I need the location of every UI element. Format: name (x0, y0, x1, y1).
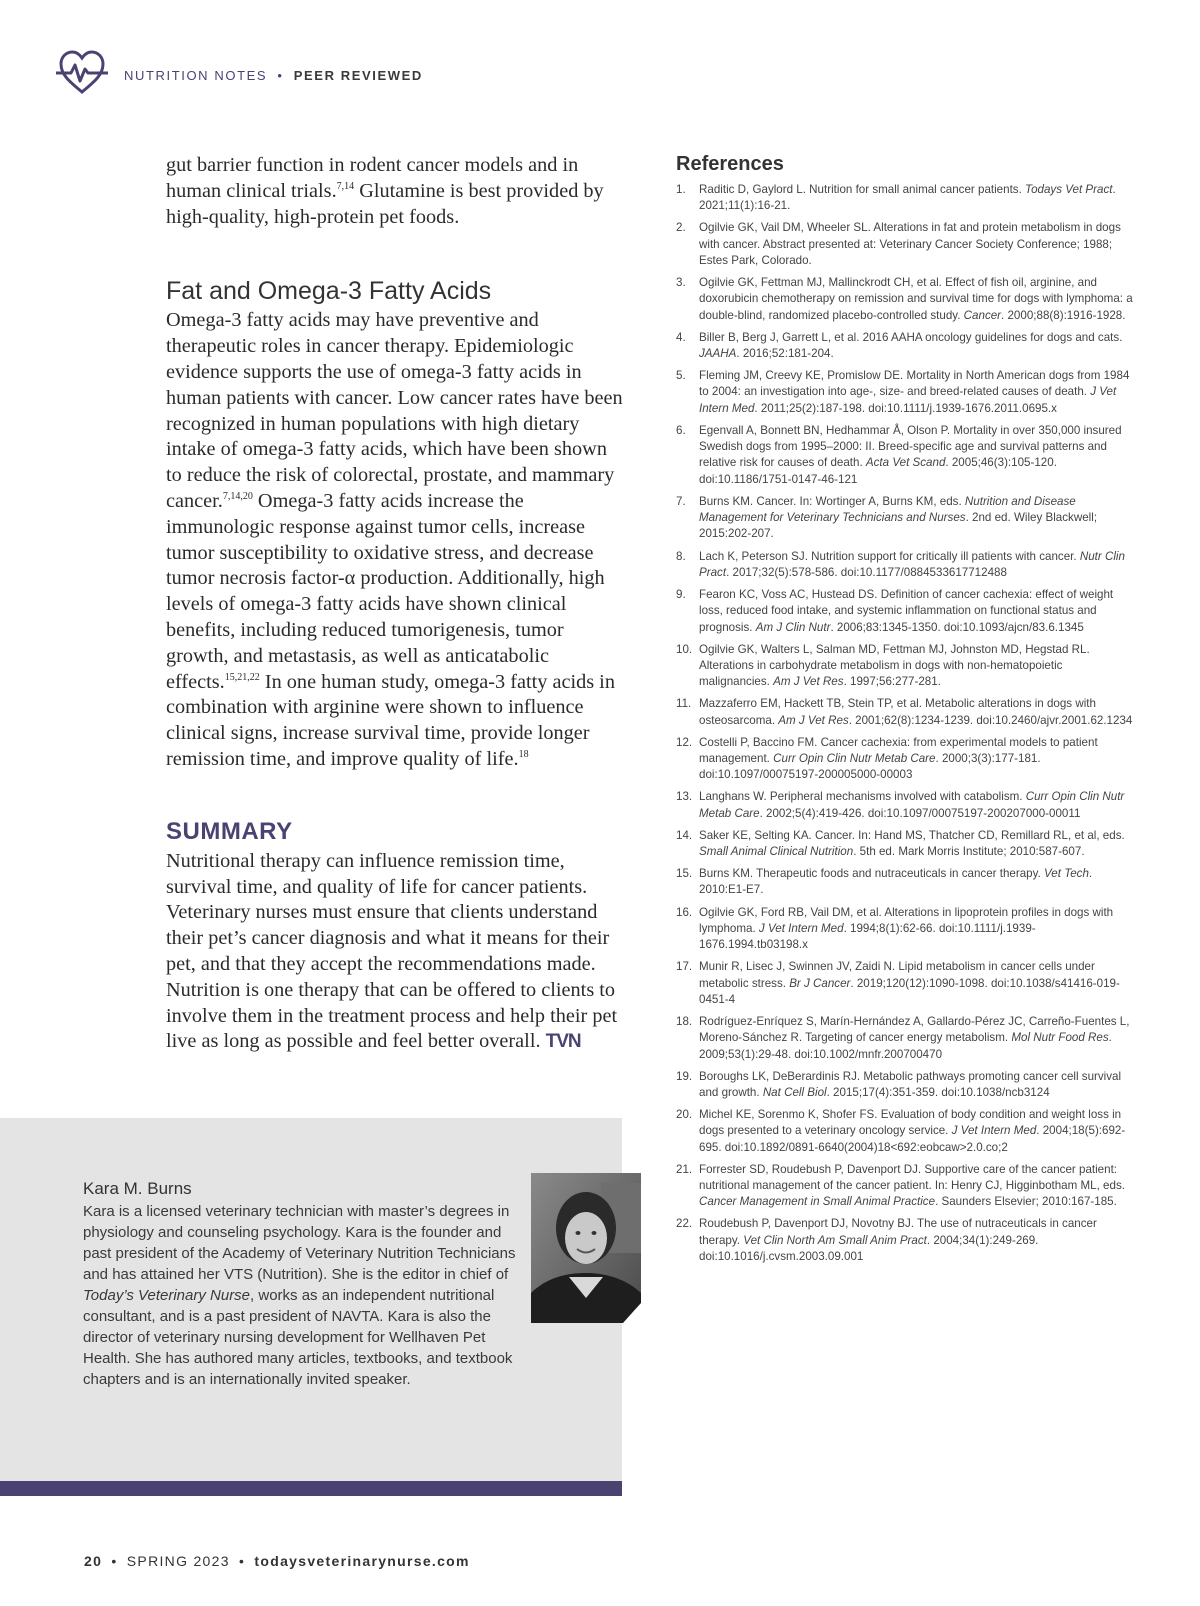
reference-journal: Nat Cell Biol (762, 1085, 827, 1099)
reference-item (676, 642, 1136, 691)
reference-number: 20. (676, 1107, 693, 1121)
reference-journal: J Vet Intern Med (699, 385, 1117, 415)
reference-text: Saker KE, Selting KA. Cancer. In: Hand MS, Thatcher CD, Remillard RL, et al, eds. (699, 828, 1125, 842)
reference-journal: Cancer (963, 308, 1002, 322)
reference-journal: Am J Clin Nutr (755, 620, 831, 634)
citation-sup: 7,14 (336, 181, 355, 193)
page-number: 20 (84, 1553, 103, 1569)
reference-number: 11. (676, 697, 692, 711)
reference-item (676, 330, 1136, 363)
reference-item (676, 549, 1136, 582)
reference-text: Fearon KC, Voss AC, Hustead DS. Definition of cancer cachexia: effect of weight loss, reduced food intake, and systemic inflammation on functional status and prognosis. (699, 587, 1114, 634)
fat-omega-heading: Fat and Omega-3 Fatty Acids (166, 277, 492, 306)
reference-text: . 2015;17(4):351-359. doi:10.1038/ncb3124 (826, 1085, 1050, 1099)
website-link[interactable]: todaysveterinarynurse.com (254, 1553, 470, 1569)
bio-text-1: Kara is a licensed veterinary technician with master’s degrees in physiology and counseling psychology. Kara is the founder and past president of the Academy of Veterinary Nutrition Technicians and has attained her VTS (Nutrition). She is the editor in chief of (83, 1203, 516, 1283)
reference-text: . 2010:E1-E7. (699, 867, 1093, 897)
reference-text: Lach K, Peterson SJ. Nutrition support for critically ill patients with cancer. (699, 549, 1080, 563)
reference-text: . 2002;5(4):419-426. doi:10.1097/00075197-200207000-00011 (759, 806, 1081, 820)
bio-accent-bar (0, 1481, 622, 1496)
reference-journal: Mol Nutr Food Res (1011, 1031, 1109, 1045)
reference-text: Ogilvie GK, Vail DM, Wheeler SL. Alterations in fat and protein metabolism in dogs with cancer. Abstract presented at: Veterinary Cancer Society Conference; 1988; Estes Park, Colorado. (699, 221, 1121, 267)
author-bio-text (83, 1201, 519, 1390)
reference-journal: Small Animal Clinical Nutrition (699, 845, 854, 859)
reference-item (676, 1107, 1136, 1156)
reference-text: Langhans W. Peripheral mechanisms involved with catabolism. (699, 790, 1026, 804)
reference-text: . 2019;120(12):1090-1098. doi:10.1038/s41416-019-0451-4 (699, 976, 1120, 1006)
reference-text: . 2004;18(5):692-695. doi:10.1892/0891-6640(2004)18<692:eobcaw>2.0.co;2 (699, 1124, 1126, 1154)
reference-text: . 2001;62(8):1234-1239. doi:10.2460/ajvr.2001.62.1234 (848, 713, 1133, 727)
reference-journal: Vet Clin North Am Small Anim Pract (743, 1233, 927, 1247)
reference-item (676, 368, 1136, 417)
footer-separator: • (111, 1553, 118, 1569)
reference-number: 6. (676, 423, 686, 437)
intro-text-2: Glutamine is best provided by high-quality, high-protein pet foods. (166, 179, 604, 228)
references-heading: References (676, 153, 784, 175)
summary-text: Nutritional therapy can influence remission time, survival time, and quality of life for cancer patients. Veterinary nurses must ensure that clients understand their pet’s cancer diagnosis and what it means for their pet, and that they accept the recommendations made. Nutrition is one therapy that can be offered to clients to involve them in the treatment process and help their pet live as long as possible and feel better overall. (166, 849, 618, 1053)
reference-item (676, 494, 1136, 543)
reference-number: 9. (676, 587, 686, 601)
reference-number: 2. (676, 221, 686, 235)
reference-text: . 1997;56:277-281. (843, 675, 941, 689)
reference-journal: Todays Vet Pract (1025, 183, 1113, 196)
author-name: Kara M. Burns (83, 1179, 192, 1198)
reference-item (676, 959, 1136, 1008)
reference-number: 4. (676, 330, 686, 344)
page-header (56, 48, 656, 100)
peer-reviewed-tag: PEER REVIEWED (293, 68, 423, 83)
reference-text: Raditic D, Gaylord L. Nutrition for small animal cancer patients. (699, 183, 1026, 196)
summary-heading: SUMMARY (166, 817, 293, 845)
fat-text-1: Omega-3 fatty acids may have preventive and therapeutic roles in cancer therapy. Epidemiologic evidence supports the use of omega-3 fatty acids in human patients with cancer. Low cancer rates have been recognized in human populations with high dietary intake of omega-3 fatty acids, which have been shown to reduce the risk of colorectal, prostate, and mammary cancer. (166, 309, 623, 512)
author-photo (531, 1173, 641, 1323)
header-separator: • (277, 68, 284, 83)
reference-text: Ogilvie GK, Walters L, Salman MD, Fettman MJ, Johnston MD, Hegstad RL. Alterations in carbohydrate metabolism in dogs with non-hematopoietic malignancies. (699, 642, 1090, 689)
reference-text: . 2021;11(1):16-21. (699, 183, 1116, 213)
reference-number: 16. (676, 905, 693, 919)
reference-text: Burns KM. Cancer. In: Wortinger A, Burns KM, eds. (699, 494, 965, 508)
reference-journal: J Vet Intern Med (758, 921, 844, 935)
reference-item (676, 1014, 1136, 1063)
issue-label: SPRING 2023 (126, 1553, 230, 1569)
reference-number: 18. (676, 1014, 693, 1028)
bio-publication: Today’s Veterinary Nurse (83, 1287, 251, 1304)
reference-number: 7. (676, 494, 686, 508)
reference-text: . Saunders Elsevier; 2010:167-185. (935, 1195, 1117, 1209)
reference-text: . 2nd ed. Wiley Blackwell; 2015:202-207. (699, 511, 1098, 541)
reference-text: Ogilvie GK, Ford RB, Vail DM, et al. Alterations in lipoprotein profiles in dogs with lymphoma. (699, 905, 1114, 935)
reference-journal: J Vet Intern Med (951, 1124, 1037, 1138)
reference-number: 1. (676, 183, 686, 196)
reference-item (676, 905, 1136, 954)
heart-pulse-icon (56, 48, 108, 96)
reference-number: 8. (676, 549, 686, 563)
summary-paragraph (166, 849, 626, 1055)
reference-text: . 2000;88(8):1916-1928. (1001, 308, 1126, 322)
reference-number: 21. (676, 1162, 693, 1176)
reference-number: 5. (676, 369, 686, 383)
reference-journal: Curr Opin Clin Nutr Metab Care (699, 790, 1125, 820)
reference-text: Rodríguez-Enríquez S, Marín-Hernández A, Gallardo-Pérez JC, Carreño-Fuentes L, Moreno-Sánchez R. Targeting of cancer energy metabolism. (699, 1014, 1130, 1045)
reference-number: 10. (676, 642, 693, 656)
reference-item (676, 182, 1136, 215)
reference-item (676, 220, 1136, 269)
reference-text: . 5th ed. Mark Morris Institute; 2010:587-607. (853, 845, 1085, 859)
reference-item (676, 828, 1136, 861)
reference-number: 3. (676, 276, 686, 290)
intro-text-1: gut barrier function in rodent cancer models and in human clinical trials. (166, 154, 579, 202)
reference-text: Costelli P, Baccino FM. Cancer cachexia: from experimental models to patient management. (699, 735, 1098, 765)
reference-item (676, 696, 1136, 729)
reference-journal: Vet Tech (1044, 867, 1089, 881)
references-section (676, 153, 1136, 1271)
reference-number: 13. (676, 790, 693, 804)
reference-item (676, 275, 1136, 324)
page-footer (84, 1553, 470, 1569)
reference-journal: JAAHA (699, 347, 737, 361)
reference-item (676, 1069, 1136, 1102)
reference-text: . 2017;32(5):578-586. doi:10.1177/0884533617712488 (726, 565, 1007, 579)
reference-journal: Br J Cancer (789, 976, 851, 990)
reference-text: . 2009;53(1):29-48. doi:10.1002/mnfr.200700470 (699, 1031, 1112, 1061)
tvn-end-mark: TVN (545, 1031, 581, 1053)
reference-text: . 1994;8(1):62-66. doi:10.1111/j.1939-1676.1994.tb03198.x (699, 921, 1036, 952)
citation-sup: 15,21,22 (224, 671, 260, 683)
reference-text: Roudebush P, Davenport DJ, Novotny BJ. The use of nutraceuticals in cancer therapy. (699, 1217, 1097, 1247)
fat-text-3: In one human study, omega-3 fatty acids in combination with arginine were shown to influence clinical signs, increase survival time, provide longer remission time, and improve quality of life. (166, 670, 615, 770)
reference-text: Egenvall A, Bonnett BN, Hedhammar Å, Olson P. Mortality in over 350,000 insured Swedish dogs from 1995–2000: II. Breed-specific age and survival patterns and relative risk for causes of death. (699, 423, 1122, 470)
reference-item (676, 866, 1136, 899)
section-name: NUTRITION NOTES (124, 68, 268, 83)
citation-sup: 7,14,20 (222, 491, 253, 503)
reference-item (676, 1162, 1136, 1211)
reference-text: Michel KE, Sorenmo K, Shofer FS. Evaluation of body condition and weight loss in dogs presented to a veterinary oncology service. (699, 1107, 1122, 1138)
reference-text: . 2004;34(1):249-269. doi:10.1016/j.cvsm.2003.09.001 (699, 1233, 1039, 1263)
reference-text: Biller B, Berg J, Garrett L, et al. 2016 AAHA oncology guidelines for dogs and cats. (699, 330, 1123, 344)
reference-text: Ogilvie GK, Fettman MJ, Mallinckrodt CH, et al. Effect of fish oil, arginine, and doxorubicin chemotherapy on remission and survival time for dogs with lymphoma: a double-blind, randomized placebo-controlled study. (699, 276, 1133, 322)
reference-item (676, 735, 1136, 784)
reference-number: 15. (676, 867, 693, 881)
reference-text: Boroughs LK, DeBerardinis RJ. Metabolic pathways promoting cancer cell survival and growth. (699, 1069, 1122, 1099)
intro-paragraph (166, 153, 626, 230)
reference-number: 17. (676, 960, 693, 974)
reference-journal: Am J Vet Res (773, 675, 844, 689)
reference-text: Mazzaferro EM, Hackett TB, Stein TP, et al. Metabolic alterations in dogs with osteosarcoma. (699, 697, 1096, 727)
reference-item (676, 1216, 1136, 1265)
reference-text: Munir R, Lisec J, Swinnen JV, Zaidi N. Lipid metabolism in cancer cells under metabolic stress. (699, 960, 1095, 990)
reference-journal: Acta Vet Scand (865, 456, 946, 470)
header-label (124, 68, 423, 83)
main-column (166, 153, 626, 1055)
reference-journal: Curr Opin Clin Nutr Metab Care (773, 751, 936, 765)
reference-text: . 2000;3(3):177-181. doi:10.1097/00075197-200005000-00003 (699, 751, 1041, 782)
reference-journal: Nutrition and Disease Management for Veterinary Technicians and Nurses (699, 494, 1076, 525)
reference-text: Burns KM. Therapeutic foods and nutraceuticals in cancer therapy. (699, 867, 1044, 881)
fat-paragraph (166, 308, 626, 772)
references-list (676, 182, 1136, 1265)
reference-text: . 2011;25(2):187-198. doi:10.1111/j.1939-1676.2011.0695.x (754, 401, 1057, 415)
reference-text: . 2005;46(3):105-120. doi:10.1186/1751-0147-46-121 (699, 456, 1057, 486)
reference-text: . 2006;83:1345-1350. doi:10.1093/ajcn/83.6.1345 (830, 620, 1084, 634)
reference-number: 22. (676, 1217, 693, 1231)
citation-sup: 18 (518, 749, 529, 761)
reference-number: 19. (676, 1069, 693, 1083)
reference-journal: Am J Vet Res (778, 713, 849, 727)
reference-text: . 2016;52:181-204. (736, 347, 834, 361)
reference-text: Fleming JM, Creevy KE, Promislow DE. Mortality in North American dogs from 1984 to 2004: an investigation into age-, size- and breed-related causes of death. (699, 369, 1130, 399)
reference-journal: Nutr Clin Pract (699, 549, 1125, 579)
reference-text: Forrester SD, Roudebush P, Davenport DJ. Supportive care of the cancer patient: nutritional management of the cancer patient. In: Henry CJ, Higginbotham ML, eds. (699, 1162, 1125, 1192)
reference-number: 12. (676, 735, 693, 749)
fat-text-2: Omega-3 fatty acids increase the immunologic response against tumor cells, increase tumor susceptibility to oxidative stress, and decrease tumor necrosis factor-α production. Additionally, high levels of omega-3 fatty acids have shown clinical benefits, including reduced tumorigenesis, tumor growth, and metastasis, as well as anticatabolic effects. (166, 489, 605, 693)
reference-journal: Cancer Management in Small Animal Practice (699, 1195, 936, 1209)
reference-item (676, 423, 1136, 488)
reference-item (676, 789, 1136, 822)
footer-separator: • (239, 1553, 246, 1569)
reference-item (676, 587, 1136, 636)
bio-text-2: , works as an independent nutritional consultant, and is a past president of NAVTA. Kara is also the director of veterinary nursing development for Wellhaven Pet Health. She has authored many articles, textbooks, and textbook chapters and is an internationally invited speaker. (83, 1287, 513, 1388)
reference-number: 14. (676, 828, 693, 842)
